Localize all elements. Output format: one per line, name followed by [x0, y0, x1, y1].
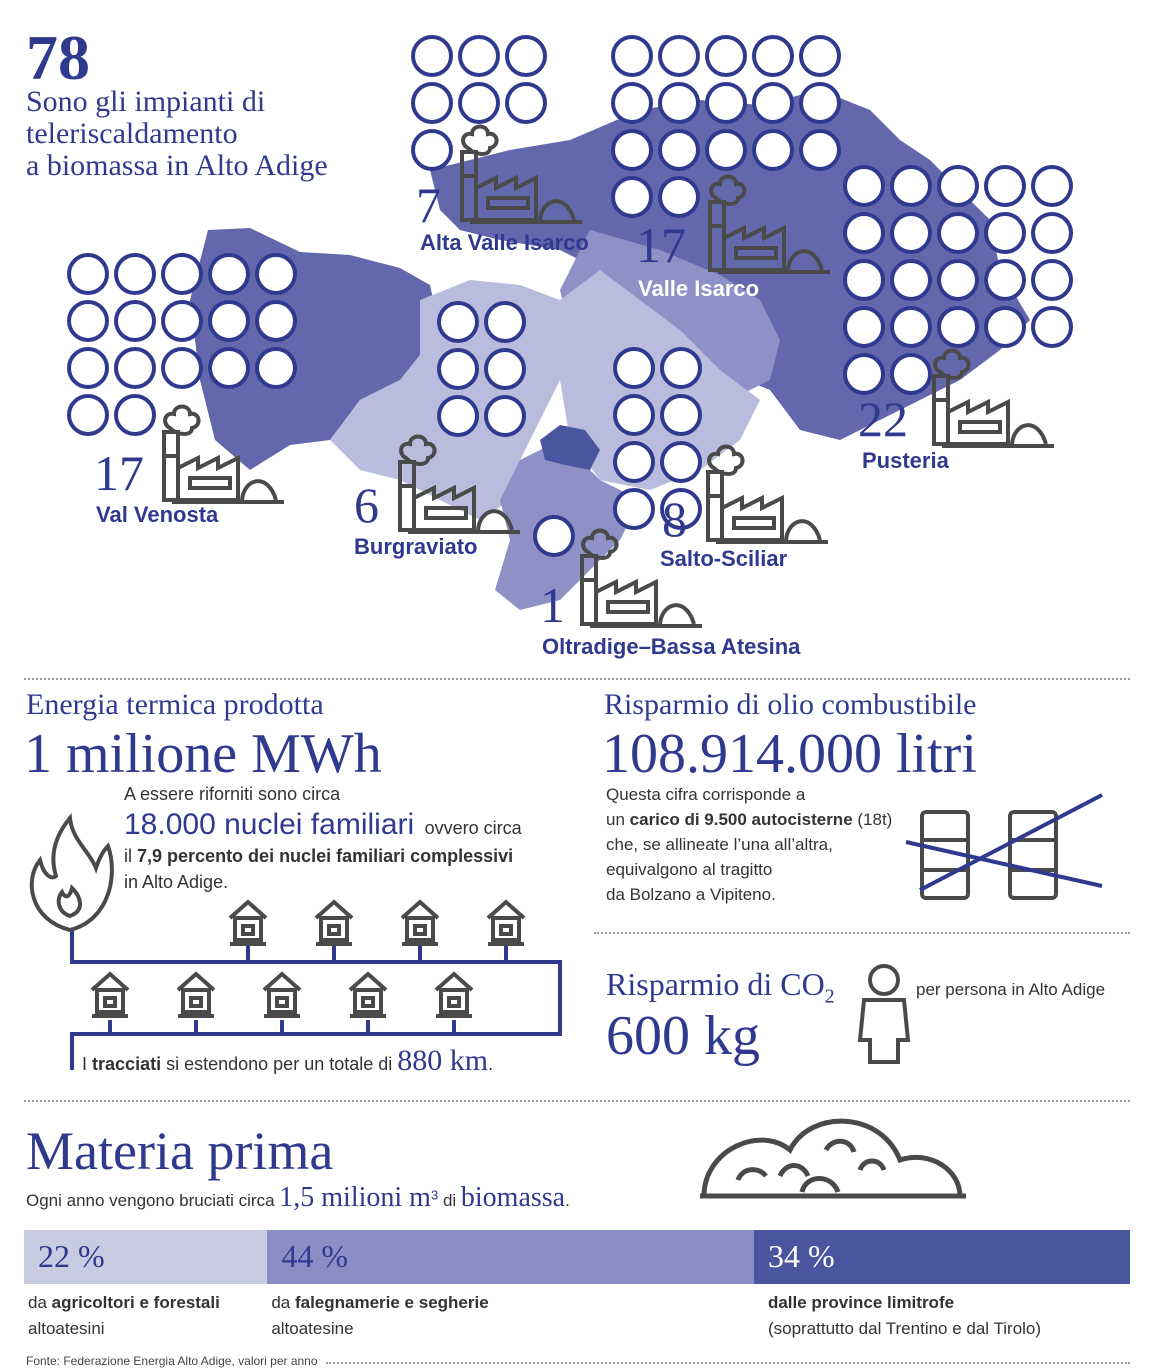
share-bar-segment — [754, 1230, 1130, 1284]
energy-line-1: A essere riforniti sono circa — [124, 784, 341, 804]
materia-line-value: 1,5 milioni m — [279, 1182, 431, 1213]
label-salto-sciliar: Salto-Sciliar — [660, 546, 788, 571]
count-salto-sciliar: 8 — [662, 491, 687, 547]
share-bar-segment — [267, 1230, 754, 1284]
share-label: da agricoltori e forestali altoatesini — [28, 1293, 220, 1338]
materia-line-pre: Ogni anno vengono bruciati circa — [26, 1191, 275, 1210]
share-label: dalle province limitrofe (soprattutto dal Trentino e dal Tirolo) — [767, 1293, 1042, 1338]
subtitle-line-2: teleriscaldamento — [26, 117, 238, 150]
materia-heading: Materia prima — [26, 1121, 334, 1181]
materia-line-sup: 3 — [430, 1187, 439, 1203]
divider-3 — [24, 1100, 1130, 1102]
energy-percent: 7,9 percento dei nuclei familiari complessivi — [137, 846, 514, 866]
source-divider — [326, 1362, 1130, 1364]
materia-line-end: . — [565, 1191, 570, 1210]
oil-l1: Questa cifra corrisponde a — [606, 785, 806, 804]
co2-heading-sub: 2 — [824, 985, 835, 1008]
house-icons — [92, 902, 524, 1016]
co2-value: 600 kg — [606, 1005, 760, 1067]
oil-l3: che, se allineate l’una all’altra, — [606, 835, 833, 854]
total-plants: 78 — [26, 22, 90, 93]
source-note: Fonte: Federazione Energia Alto Adige, valori per anno — [26, 1354, 318, 1368]
tracks-value: 880 km — [397, 1044, 489, 1077]
oil-l2-post: (18t) — [857, 810, 893, 829]
co2-heading — [606, 966, 835, 1008]
label-valle-isarco: Valle Isarco — [638, 276, 760, 301]
tracks-bold: tracciati — [92, 1054, 162, 1074]
label-val-venosta: Val Venosta — [96, 502, 219, 527]
label-alta-valle-isarco: Alta Valle Isarco — [420, 230, 589, 255]
materia-line-di: di — [442, 1191, 457, 1210]
oil-text — [606, 782, 892, 907]
oil-l2-bold: carico di 9.500 autocisterne — [629, 810, 853, 829]
oil-l4: equivalgono al tragitto — [606, 860, 773, 879]
flame-icon — [32, 818, 112, 930]
materia-line-bio: biomassa — [460, 1182, 566, 1213]
oil-heading: Risparmio di olio combustibile — [604, 688, 977, 721]
co2-heading-text: Risparmio di CO — [606, 966, 825, 1002]
energy-households: 18.000 nuclei familiari — [124, 808, 415, 841]
divider-2 — [594, 932, 1130, 934]
subtitle-line-3: a biomassa in Alto Adige — [26, 149, 328, 182]
tracks-pre: I — [82, 1054, 88, 1074]
label-pusteria: Pusteria — [862, 448, 949, 473]
count-val-venosta: 17 — [94, 445, 144, 501]
count-valle-isarco: 17 — [636, 217, 686, 273]
label-oltradige: Oltradige–Bassa Atesina — [542, 634, 801, 659]
oil-l2 — [606, 807, 892, 832]
count-alta-valle-isarco: 7 — [416, 177, 441, 233]
oil-value: 108.914.000 litri — [602, 723, 977, 785]
co2-note: per persona in Alto Adige — [916, 980, 1106, 999]
share-bar-segment — [24, 1230, 267, 1284]
share-percent: 22 % — [38, 1238, 105, 1274]
oil-l2-pre: un — [606, 810, 625, 829]
energy-il: il — [124, 846, 132, 866]
energy-heading: Energia termica prodotta — [26, 688, 324, 721]
count-oltradige: 1 — [540, 577, 565, 633]
share-percent: 44 % — [281, 1238, 348, 1274]
energy-value: 1 milione MWh — [24, 723, 382, 785]
count-burgraviato: 6 — [354, 477, 379, 533]
tracks-end: . — [488, 1054, 494, 1074]
oil-l5: da Bolzano a Vipiteno. — [606, 885, 776, 904]
subtitle-line-1: Sono gli impianti di — [26, 85, 266, 118]
tracks-line — [82, 1044, 493, 1078]
energy-ovvero: ovvero circa — [424, 818, 522, 838]
materia-line — [26, 1182, 570, 1214]
energy-region: in Alto Adige. — [124, 872, 229, 892]
share-label: da falegnamerie e segherie altoatesine — [271, 1293, 489, 1338]
share-percent: 34 % — [767, 1238, 835, 1274]
count-pusteria: 22 — [858, 391, 908, 447]
tracks-mid: si estendono per un totale di — [166, 1054, 393, 1074]
label-burgraviato: Burgraviato — [354, 534, 478, 559]
